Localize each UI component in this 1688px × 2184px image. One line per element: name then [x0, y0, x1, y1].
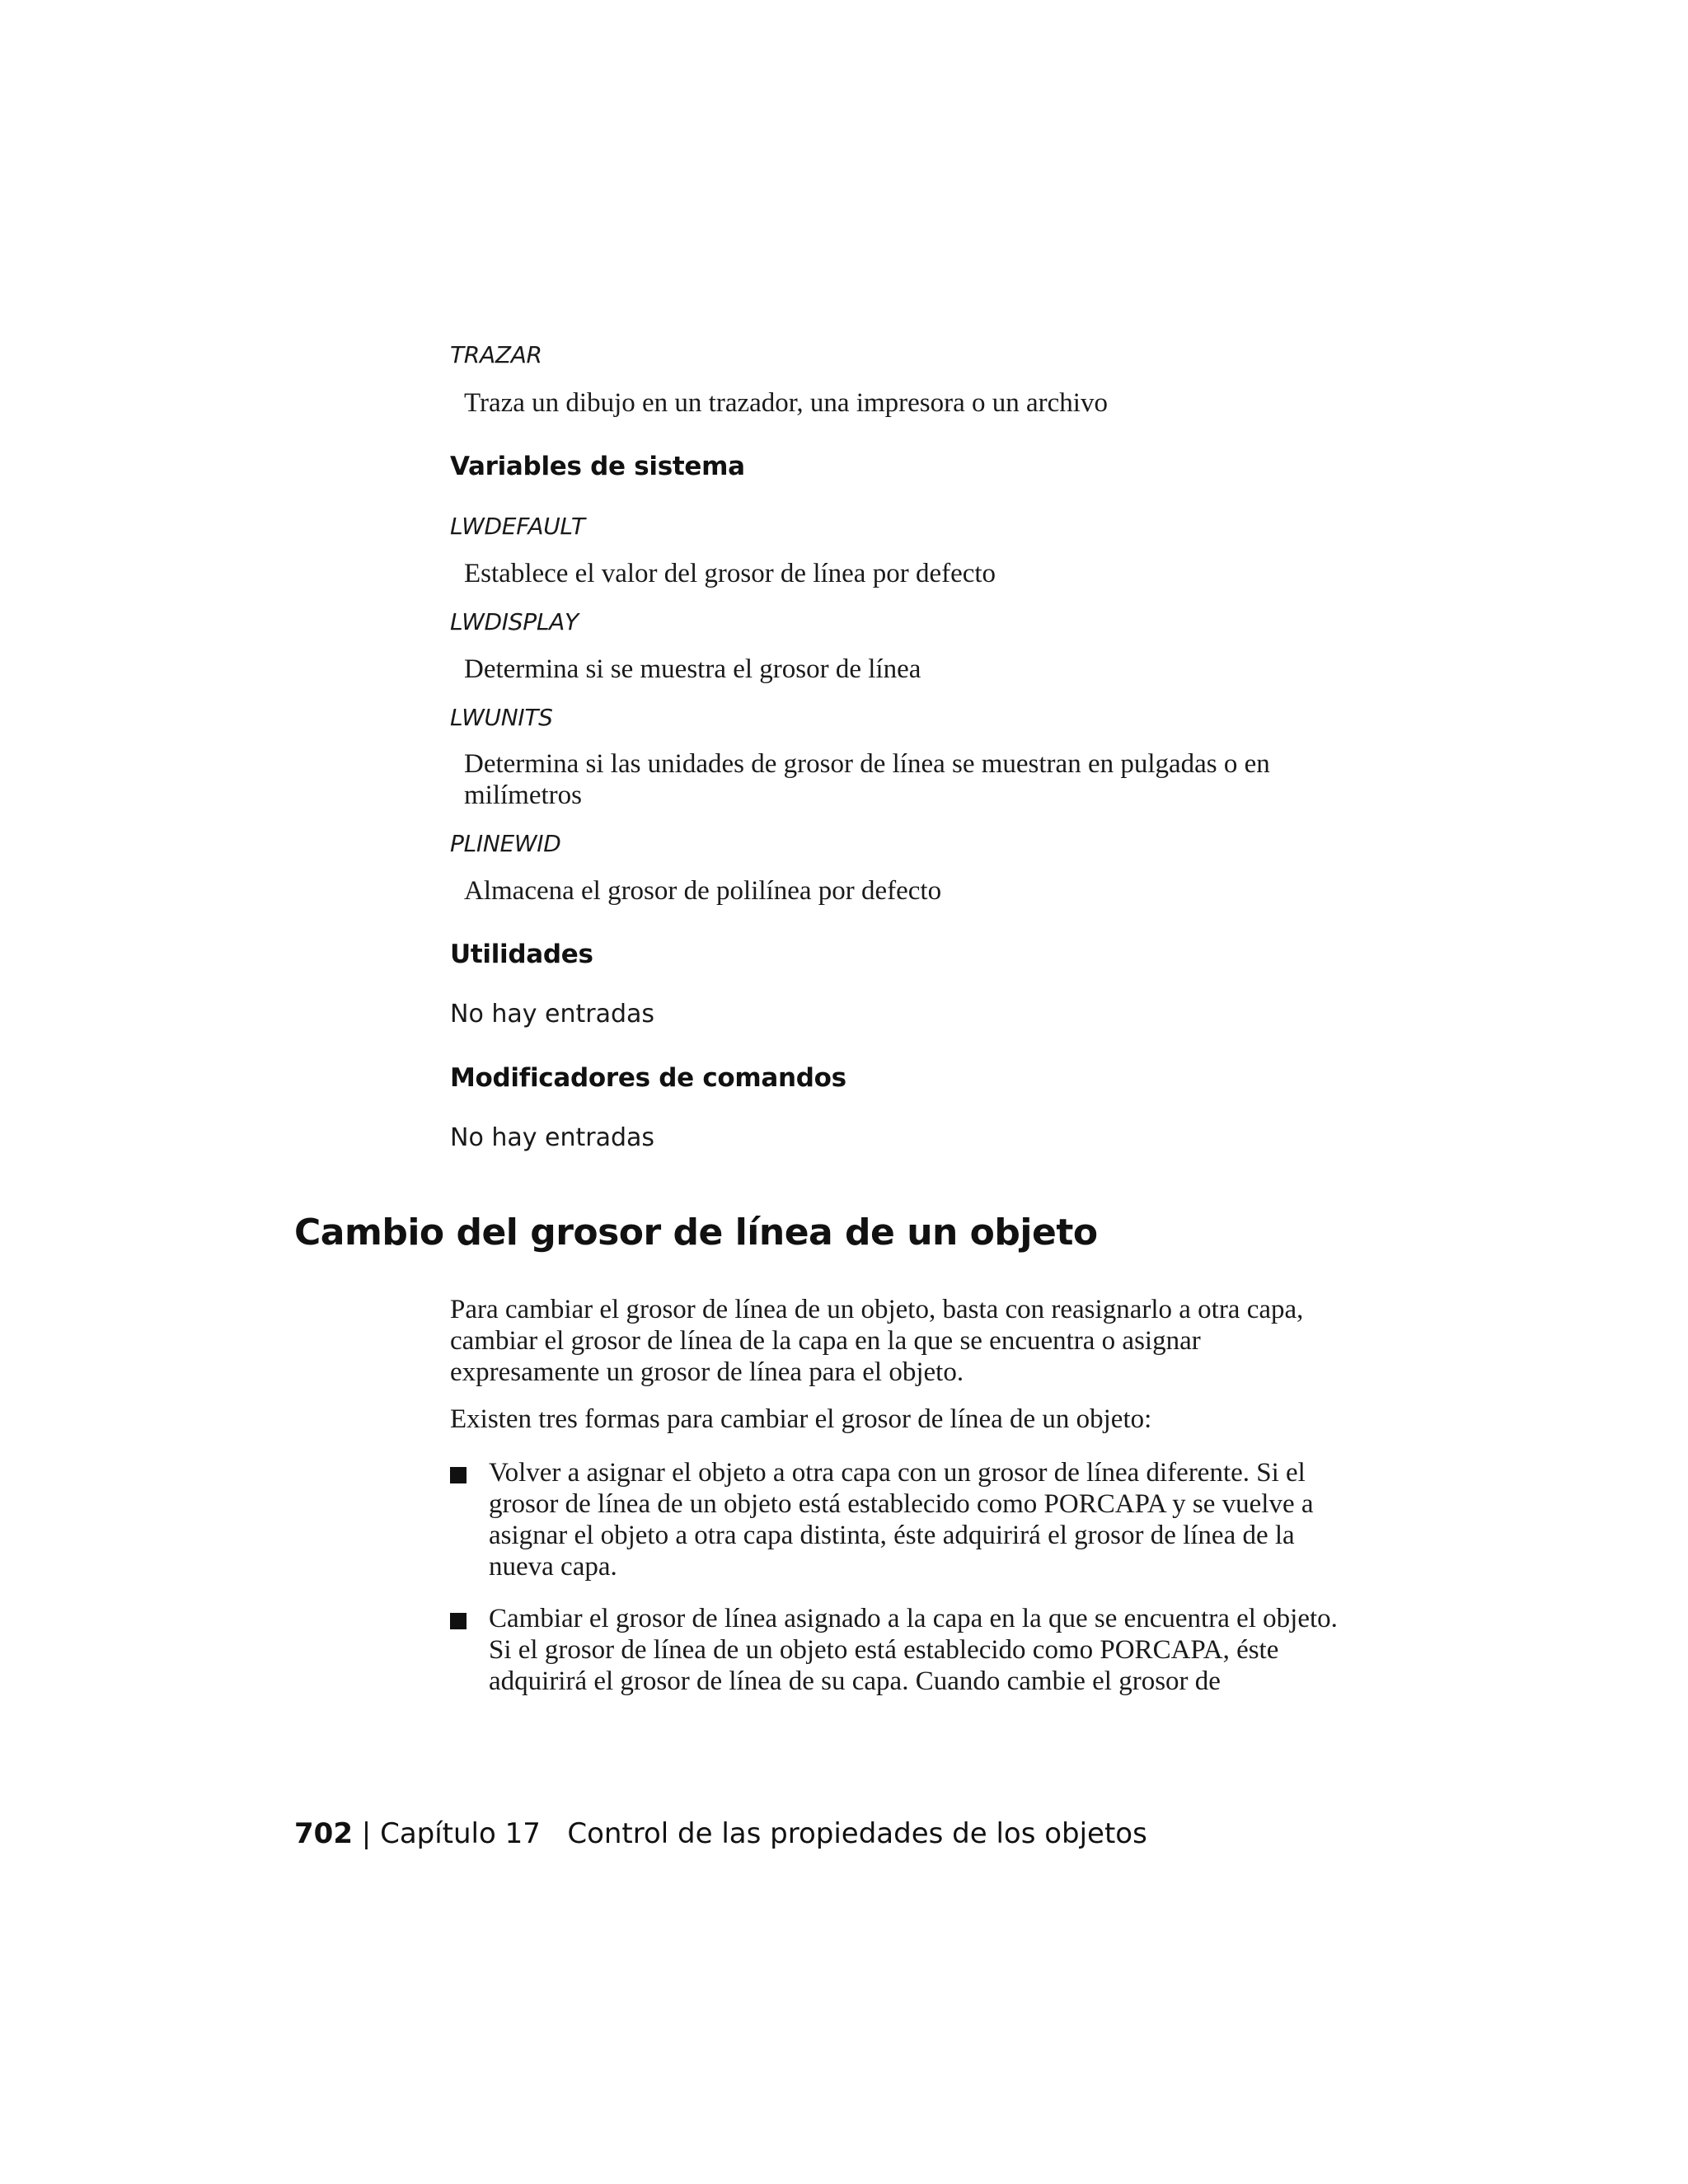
variable-term: LWDEFAULT: [450, 513, 585, 540]
variable-description: Establece el valor del grosor de línea por defecto: [464, 559, 996, 588]
subsection-heading-utilities: Utilidades: [450, 940, 593, 969]
bullet-item: Volver a asignar el objeto a otra capa con un grosor de línea diferente. Si el grosor de línea de un objeto está establecido como PORCAPA y se vuelve a asignar el objeto a otra capa distinta, éste adquirirá el grosor de línea de la nueva capa.: [489, 1458, 1314, 1582]
command-description: Traza un dibujo en un trazador, una impresora o un archivo: [464, 388, 1108, 418]
command-term: TRAZAR: [450, 341, 542, 368]
chapter-title: Control de las propiedades de los objetos: [567, 1817, 1147, 1850]
footer-separator: |: [361, 1817, 372, 1850]
subsection-heading-variables: Variables de sistema: [450, 452, 745, 481]
page-footer: [294, 1817, 1147, 1850]
modifiers-text: No hay entradas: [450, 1123, 655, 1152]
methods-intro-paragraph: Existen tres formas para cambiar el grosor de línea de un objeto:: [450, 1404, 1152, 1434]
subsection-heading-modifiers: Modificadores de comandos: [450, 1063, 846, 1093]
variable-description: Determina si las unidades de grosor de línea se muestran en pulgadas o en milímetros: [464, 749, 1270, 810]
bullet-square-icon: [450, 1467, 467, 1483]
chapter-label: Capítulo 17: [380, 1817, 541, 1850]
section-title: Cambio del grosor de línea de un objeto: [294, 1212, 1098, 1254]
variable-description: Determina si se muestra el grosor de línea: [464, 654, 921, 684]
variable-term: LWDISPLAY: [450, 608, 579, 635]
bullet-item: Cambiar el grosor de línea asignado a la capa en la que se encuentra el objeto. Si el grosor de línea de un objeto está establecido como PORCAPA, éste adquirirá el grosor de línea de su capa. Cuando cambie el grosor de: [489, 1604, 1338, 1696]
intro-paragraph: Para cambiar el grosor de línea de un objeto, basta con reasignarlo a otra capa, cambiar el grosor de línea de la capa en la que se encuentra o asignar expresamente un grosor de línea para el objeto.: [450, 1295, 1304, 1387]
utilities-text: No hay entradas: [450, 1000, 655, 1029]
bullet-square-icon: [450, 1613, 467, 1629]
variable-description: Almacena el grosor de polilínea por defecto: [464, 876, 942, 906]
variable-term: LWUNITS: [450, 704, 553, 731]
variable-term: PLINEWID: [450, 830, 561, 857]
page-number: 702: [294, 1817, 353, 1850]
